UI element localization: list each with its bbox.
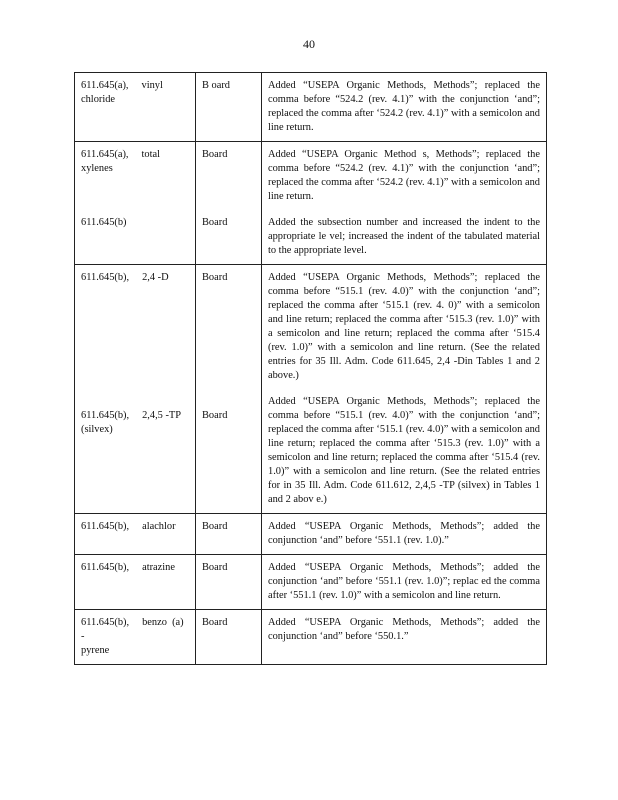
source-label: Board: [202, 521, 228, 532]
section-cell: [75, 142, 196, 265]
source-cell: [196, 73, 262, 142]
source-label: Board: [202, 562, 228, 573]
description-text: Added “USEPA Organic Method s, Methods”; replaced the comma before “524.2 (rev. 4.1)” with the conjunction ‘and”; replaced the comma after ‘524.2 (rev. 4.1)” with a semicolon and line return.: [268, 149, 540, 202]
source-cell: [196, 142, 262, 265]
table-row: [75, 142, 547, 265]
table-row: [75, 610, 547, 665]
source-label: B oard: [202, 80, 230, 91]
description-text: Added the subsection number and increased the indent to the appropriate le vel; increased the indent of the tabulated material to the appropriate level.: [268, 217, 540, 256]
description-text: Added “USEPA Organic Methods, Methods”; added the conjunction ‘and” before ‘551.1 (rev. 1.0).”: [268, 521, 540, 546]
table-row: [75, 265, 547, 514]
description-text: Added “USEPA Organic Methods, Methods”; replaced the comma before “524.2 (rev. 4.1)” with the conjunction ‘and”; replaced the comma after ‘524.2 (rev. 4.1)” with a semicolon and line return.: [268, 80, 540, 133]
description-text: Added “USEPA Organic Methods, Methods”; replaced the comma before “515.1 (rev. 4.0)” with the conjunction ‘and”; replaced the comma after ‘515.1 (rev. 4.0)” with a semicolon and line return; replaced the comma after ‘515.3 (rev. 1.0)” with a semicolon and line return; replaced the comma after ‘515.4 (rev. 1.0)” with a semicolon and line return. (See the related entries for in 35 Ill. Adm. Code 611.612, 2,4,5 -TP (silvex) in Tables 1 and 2 abov e.): [268, 396, 540, 505]
amendments-table: [74, 72, 547, 665]
description-text: Added “USEPA Organic Methods, Methods”; added the conjunction ‘and” before ‘550.1.”: [268, 617, 540, 642]
section-cell: [75, 555, 196, 610]
description-cell: [262, 610, 547, 665]
table-row: [75, 555, 547, 610]
source-cell: [196, 555, 262, 610]
description-cell: [262, 73, 547, 142]
source-label: Board: [202, 217, 228, 228]
section-label: 611.645(a), total xylenes: [81, 149, 160, 174]
section-cell: [75, 514, 196, 555]
table-row: [75, 73, 547, 142]
source-cell: [196, 514, 262, 555]
source-cell: [196, 610, 262, 665]
source-label: Board: [202, 410, 228, 421]
description-cell: [262, 555, 547, 610]
section-label: 611.645(b): [81, 217, 127, 228]
section-label: 611.645(b), 2,4 -D: [81, 272, 169, 283]
source-label: Board: [202, 149, 228, 160]
section-cell: [75, 265, 196, 514]
section-label: 611.645(a), vinyl chloride: [81, 80, 163, 105]
section-cell: [75, 610, 196, 665]
description-cell: [262, 142, 547, 265]
description-cell: [262, 514, 547, 555]
section-label: 611.645(b), 2,4,5 -TP (silvex): [81, 410, 182, 435]
description-cell: [262, 265, 547, 514]
description-text: Added “USEPA Organic Methods, Methods”; replaced the comma before “515.1 (rev. 4.0)” with the conjunction ‘and”; replaced the comma after ‘515.1 (rev. 4. 0)” with a semicolon and line return; replaced the comma after ‘515.3 (rev. 1.0)” with a semicolon and line return; replaced the comma after ‘515.4 (rev. 1.0)” with a semicolon and line return. (See the related entries for 35 Ill. Adm. Code 611.645, 2,4 -Din Tables 1 and 2 above.): [268, 272, 540, 381]
table-row: [75, 514, 547, 555]
section-label: 611.645(b), atrazine: [81, 562, 175, 573]
description-text: Added “USEPA Organic Methods, Methods”; added the conjunction ‘and” before ‘551.1 (rev. 1.0)”; replac ed the comma after ‘551.1 (rev. 1.0)” with a semicolon and line return.: [268, 562, 540, 601]
page-number: 40: [303, 37, 315, 51]
section-cell: [75, 73, 196, 142]
section-label: 611.645(b), benzo (a) - pyrene: [81, 617, 184, 656]
source-label: Board: [202, 617, 228, 628]
source-cell: [196, 265, 262, 514]
section-label: 611.645(b), alachlor: [81, 521, 176, 532]
source-label: Board: [202, 272, 228, 283]
